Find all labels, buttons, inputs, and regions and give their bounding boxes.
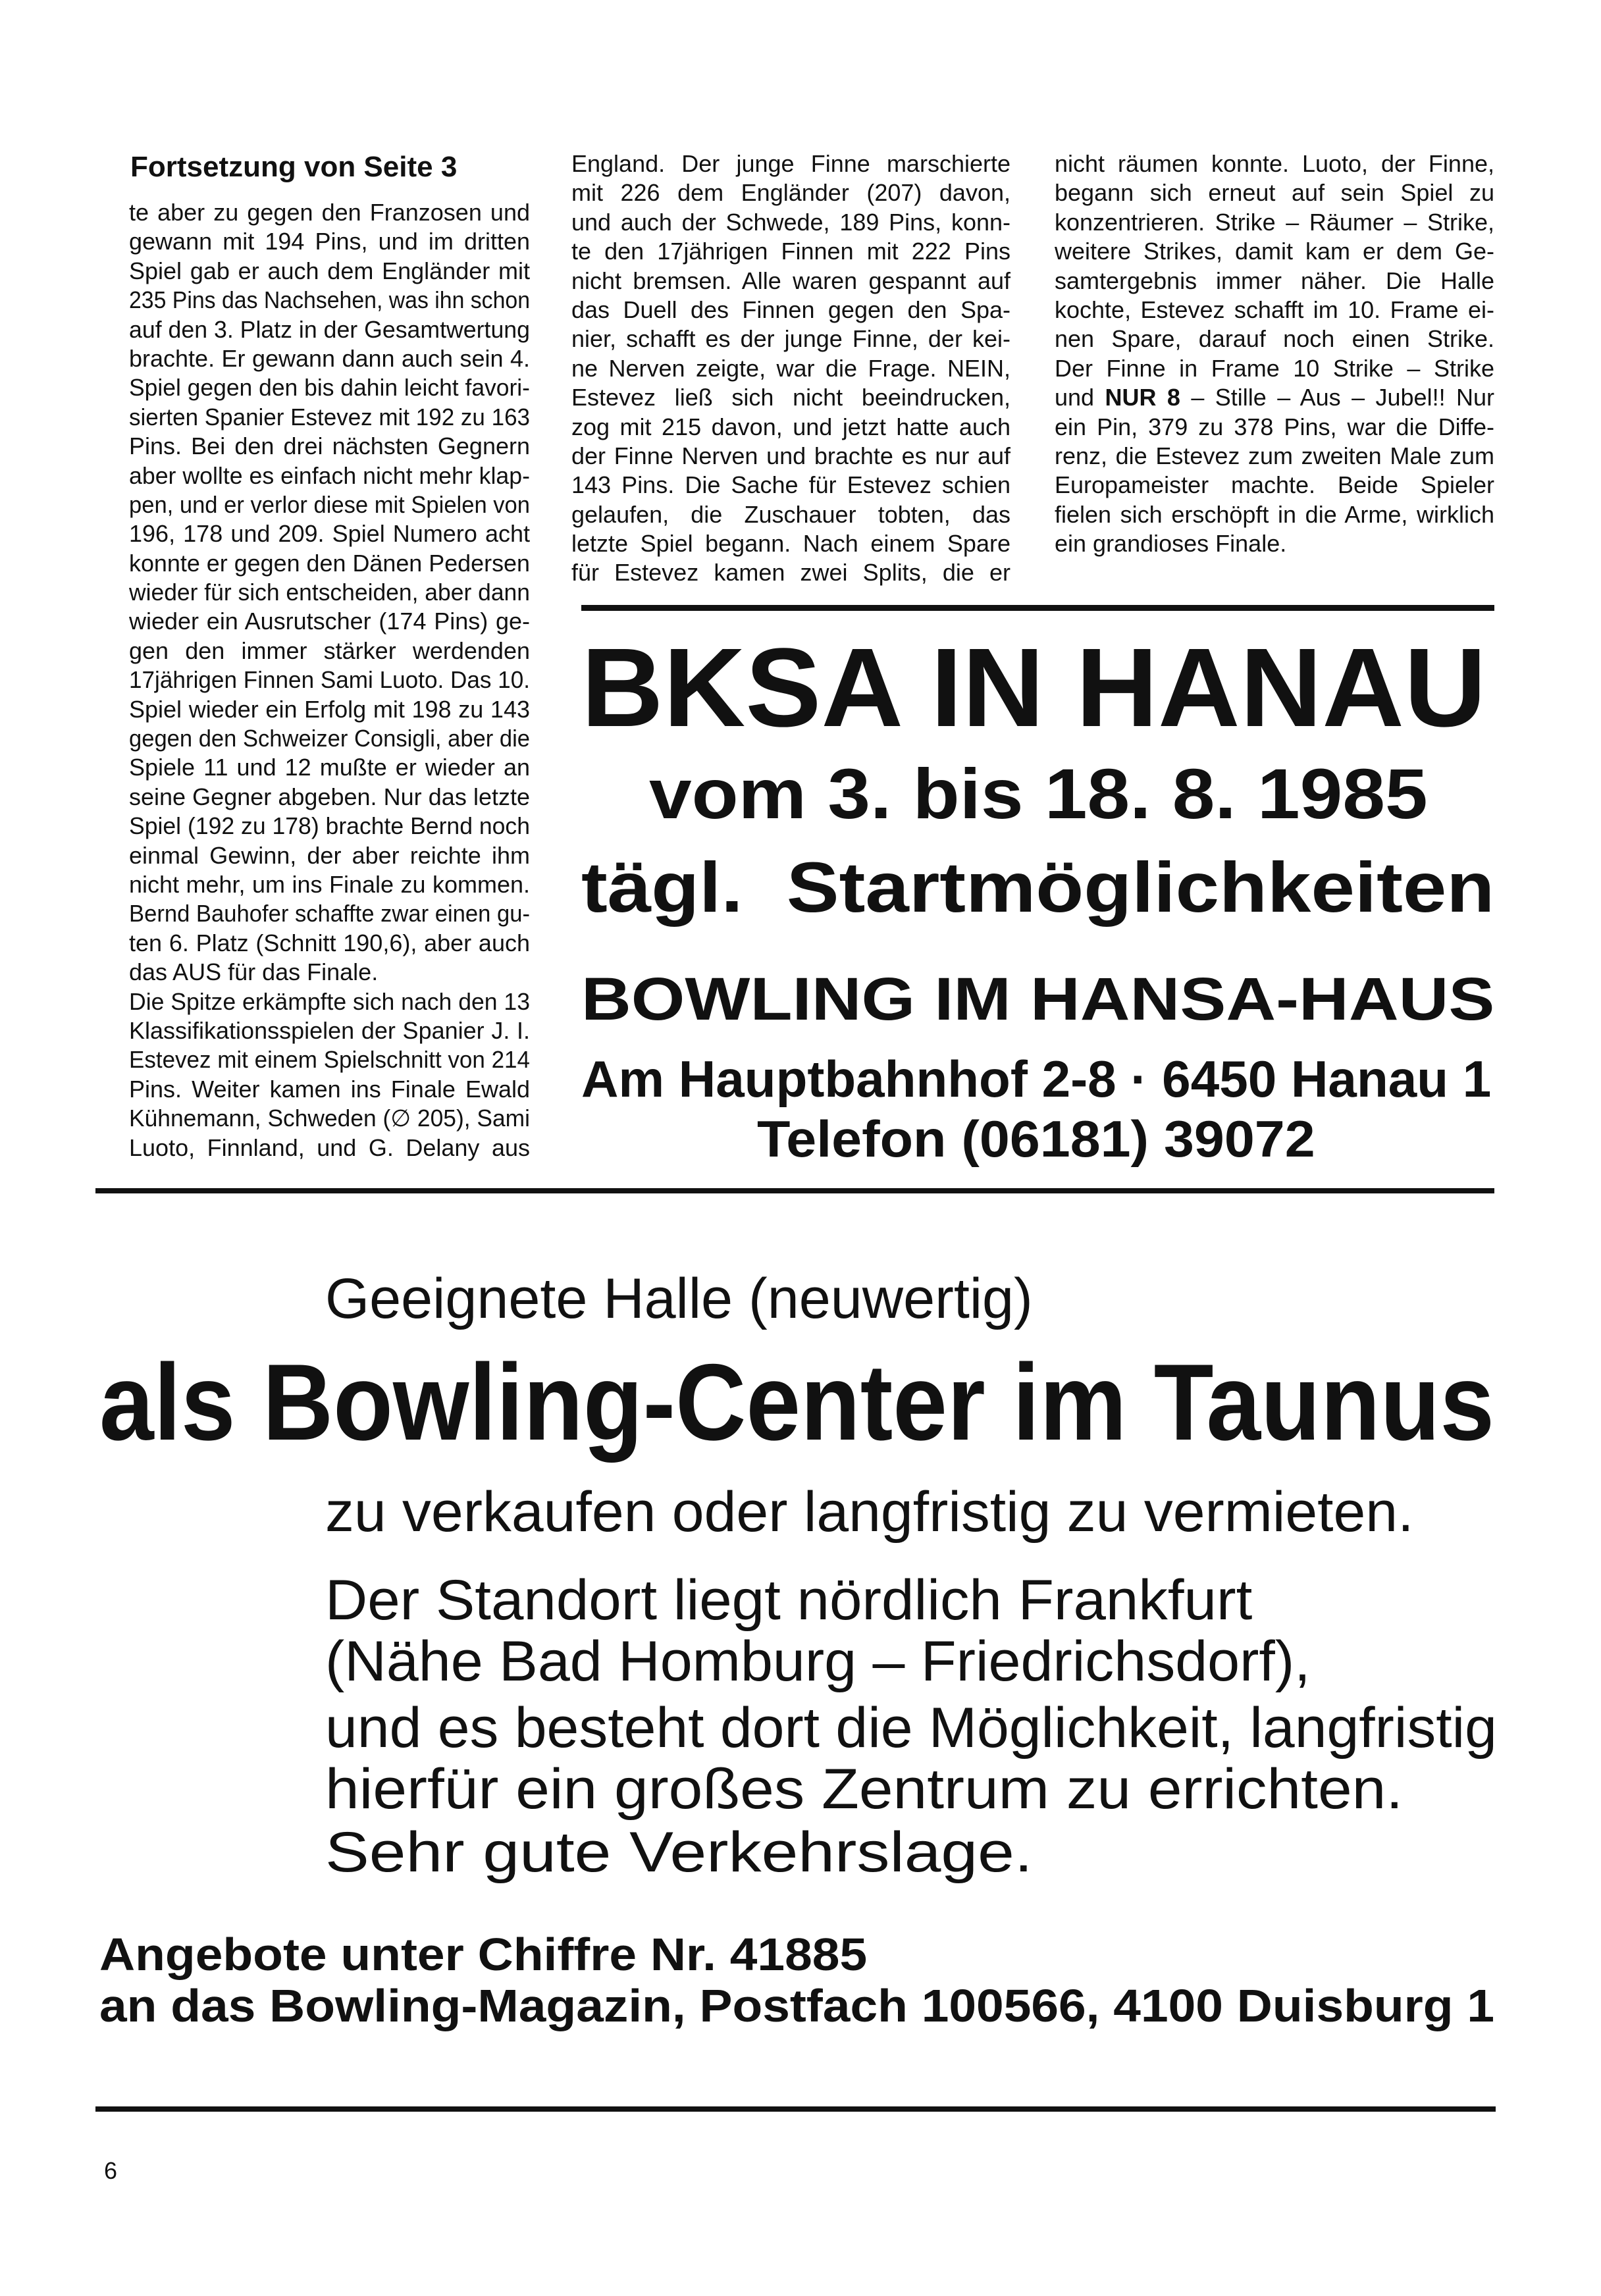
article-line: fielen sich erschöpft in die Arme, wirklich <box>1055 500 1494 528</box>
bksa-daily: tägl. Startmöglichkeiten <box>581 847 1495 927</box>
article-line: gegen den Schweizer Consigli, aber die <box>129 725 530 752</box>
article-line: te den 17jährigen Finnen mit 222 Pins <box>571 238 1010 265</box>
taunus-detail-line: Der Standort liegt nördlich Frankfurt <box>325 1569 1253 1632</box>
taunus-detail-line: (Nähe Bad Homburg – Friedrichsdorf), <box>325 1630 1311 1693</box>
article-heading: Fortsetzung von Seite 3 <box>130 151 458 183</box>
article-line: England. Der junge Finne marschierte <box>571 150 1010 177</box>
taunus-detail-line: hierfür ein großes Zentrum zu errichten. <box>325 1758 1404 1821</box>
divider-rule <box>581 605 1494 611</box>
article-line: ein grandioses Finale. <box>1055 530 1287 558</box>
taunus-headline: als Bowling-Center im Taunus <box>99 1342 1495 1463</box>
article-line: Spiel gab er auch dem Engländer mit <box>129 257 530 284</box>
article-line: auf den 3. Platz in der Gesamtwertung <box>129 315 530 343</box>
bksa-title: BKSA IN HANAU <box>581 625 1486 750</box>
bksa-phone: Telefon (06181) 39072 <box>757 1110 1315 1168</box>
article-line: konnte er gegen den Dänen Pedersen <box>129 549 530 577</box>
article-line: gewann mit 194 Pins, und im dritten <box>129 228 530 255</box>
article-line: Spiel (192 zu 178) brachte Bernd noch <box>129 812 530 840</box>
article-line: mit 226 dem Engländer (207) davon, <box>571 179 1010 207</box>
article-line: 235 Pins das Nachsehen, was ihn schon <box>129 286 530 314</box>
article-line: Die Spitze erkämpfte sich nach den 13 <box>129 987 530 1015</box>
article-line-segment: NUR 8 <box>1105 384 1180 411</box>
article-line: nen Spare, darauf noch einen Strike. <box>1055 325 1494 353</box>
article-line: Der Finne in Frame 10 Strike – Strike <box>1055 354 1494 382</box>
article-line: ne Nerven zeigte, war die Frage. NEIN, <box>571 354 1010 382</box>
article-line: konzentrieren. Strike – Räumer – Strike, <box>1055 208 1494 236</box>
article-line: Spiel wieder ein Erfolg mit 198 zu 143 <box>129 695 530 723</box>
taunus-contact-line-2: an das Bowling-Magazin, Postfach 100566, 4100 Duisburg 1 <box>99 1980 1495 2031</box>
article-line: ten 6. Platz (Schnitt 190,6), aber auch <box>129 929 530 956</box>
taunus-offer: zu verkaufen oder langfristig zu vermieten. <box>325 1480 1414 1544</box>
article-line: weitere Strikes, damit kam er dem Ge- <box>1055 238 1494 265</box>
taunus-detail-line: und es besteht dort die Möglichkeit, langfristig <box>325 1696 1497 1760</box>
page-number: 6 <box>104 2157 118 2184</box>
article-line: 143 Pins. Die Sache für Estevez schien <box>571 471 1010 499</box>
bksa-address: Am Hauptbahnhof 2-8 · 6450 Hanau 1 <box>581 1050 1492 1108</box>
divider-rule <box>95 2106 1496 2112</box>
bksa-venue: BOWLING IM HANSA-HAUS <box>581 966 1495 1033</box>
article-line: Spiele 11 und 12 mußte er wieder an <box>129 754 530 781</box>
article-line: pen, und er verlor diese mit Spielen von <box>129 490 530 518</box>
article-line: 196, 178 und 209. Spiel Numero acht <box>129 520 530 548</box>
article-line: das AUS für das Finale. <box>129 958 379 986</box>
bksa-dates: vom 3. bis 18. 8. 1985 <box>649 754 1428 833</box>
article-line: begann sich erneut auf sein Spiel zu <box>1055 179 1494 207</box>
article-line: 17jährigen Finnen Sami Luoto. Das 10. <box>129 666 530 694</box>
taunus-intro: Geeignete Halle (neuwertig) <box>325 1267 1033 1330</box>
article-column-2 <box>571 149 1010 588</box>
article-line: Spiel gegen den bis dahin leicht favori- <box>129 374 530 402</box>
article-line: Kühnemann, Schweden (∅ 205), Sami <box>129 1105 530 1132</box>
article-line: nicht räumen konnte. Luoto, der Finne, <box>1055 150 1494 177</box>
article-line: aber wollte es einfach nicht mehr klap- <box>129 461 530 489</box>
article-line: für Estevez kamen zwei Splits, die er <box>571 559 1010 587</box>
taunus-contact-line-1: Angebote unter Chiffre Nr. 41885 <box>99 1929 868 1980</box>
article-line: samtergebnis immer näher. Die Halle <box>1055 267 1494 294</box>
article-line: letzte Spiel begann. Nach einem Spare <box>571 530 1010 558</box>
article-line: der Finne Nerven und brachte es nur auf <box>571 442 1010 469</box>
article-line: sierten Spanier Estevez mit 192 zu 163 <box>129 403 530 430</box>
divider-rule <box>95 1188 1494 1193</box>
article-line: einmal Gewinn, der aber reichte ihm <box>129 841 530 869</box>
article-line: seine Gegner abgeben. Nur das letzte <box>129 783 530 810</box>
article-column-1 <box>129 198 530 1162</box>
article-line: Klassifikationsspielen der Spanier J. I. <box>129 1016 530 1044</box>
article-line: Pins. Bei den drei nächsten Gegnern <box>129 432 530 460</box>
article-line: gelaufen, die Zuschauer tobten, das <box>571 500 1010 528</box>
article-line: nier, schafft es der junge Finne, der kei- <box>571 325 1010 353</box>
article-line: Estevez ließ sich nicht beeindrucken, <box>571 384 1010 411</box>
article-line <box>1055 383 1494 412</box>
article-line: das Duell des Finnen gegen den Spa- <box>571 296 1010 323</box>
article-line: gen den immer stärker werdenden <box>129 637 530 664</box>
article-line-segment: und <box>1055 384 1105 411</box>
article-line: te aber zu gegen den Franzosen und <box>129 199 530 226</box>
article-line: nicht mehr, um ins Finale zu kommen. <box>129 870 530 898</box>
article-line: und auch der Schwede, 189 Pins, konn- <box>571 208 1010 236</box>
article-line: zog mit 215 davon, und jetzt hatte auch <box>571 413 1010 440</box>
article-line: ein Pin, 379 zu 378 Pins, war die Diffe- <box>1055 413 1494 440</box>
article-line: Estevez mit einem Spielschnitt von 214 <box>129 1046 530 1074</box>
article-line: brachte. Er gewann dann auch sein 4. <box>129 344 530 372</box>
article-line: Luoto, Finnland, und G. Delany aus <box>129 1134 530 1161</box>
article-line-segment: – Stille – Aus – Jubel!! Nur <box>1180 384 1494 411</box>
article-line: Pins. Weiter kamen ins Finale Ewald <box>129 1075 530 1103</box>
article-line: nicht bremsen. Alle waren gespannt auf <box>571 267 1010 294</box>
article-line: renz, die Estevez zum zweiten Male zum <box>1055 442 1494 469</box>
article-line: wieder für sich entscheiden, aber dann <box>129 579 530 606</box>
article-line: Bernd Bauhofer schaffte zwar einen gu- <box>129 900 530 927</box>
article-line: kochte, Estevez schafft im 10. Frame ei- <box>1055 296 1494 323</box>
article-line: wieder ein Ausrutscher (174 Pins) ge- <box>129 608 530 635</box>
taunus-detail-line: Sehr gute Verkehrslage. <box>325 1821 1033 1884</box>
article-line: Europameister machte. Beide Spieler <box>1055 471 1494 499</box>
article-column-3 <box>1055 149 1494 558</box>
